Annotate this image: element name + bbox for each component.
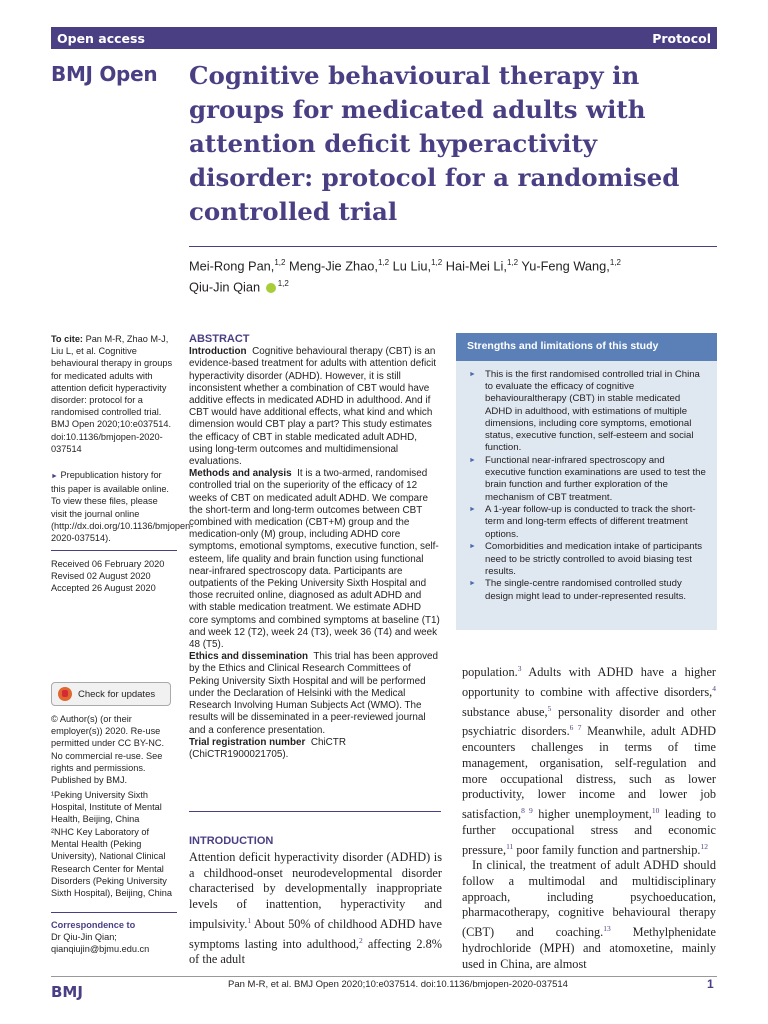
reference-link[interactable]: 3 — [517, 664, 522, 673]
author-name[interactable]: Hai-Mei Li, — [445, 258, 507, 274]
reference-link[interactable]: 1 — [247, 915, 252, 925]
email-link[interactable]: qianqiujin@bjmu.edu.cn — [51, 944, 150, 955]
affiliation-1: ¹Peking University Sixth Hospital, Institute of Mental Health, Beijing, China — [51, 790, 162, 825]
dates-block: Received 06 February 2020 Revised 02 August 2020 Accepted 26 August 2020 — [51, 559, 165, 594]
list-item: ► This is the first randomised controlled trial in China to evaluate the efficacy of cognitive behaviouraltherapy (CBT) in stable medicated ADHD in adulthood, with estimations of multiple dimensions, including core symptoms, emotional status, executive function, self-esteem and social function. — [469, 369, 707, 454]
crossmark-icon — [58, 687, 72, 701]
author-name[interactable]: Mei-Rong Pan, — [189, 258, 275, 274]
affiliation-2: ²NHC Key Laboratory of Mental Health (Peking University), National Clinical Research Center for Mental Disorders (Peking University Sixth Hospital), Beijing, China — [51, 827, 173, 899]
check-for-updates-button[interactable]: Check for updates — [51, 682, 171, 706]
footer-divider — [51, 976, 717, 977]
author-name[interactable]: Qiu-Jin Qian — [189, 279, 261, 295]
abstract-heading: ABSTRACT — [189, 333, 250, 345]
list-item: ► The single-centre randomised controlled study design might lead to under-represented results. — [469, 578, 707, 602]
reference-link[interactable]: 11 — [506, 841, 514, 851]
abstract: ABSTRACT Introduction Cognitive behavioural therapy (CBT) is an evidence-based treatment for adults with attention deficit hyperactivity disorder (ADHD). However, it is still inconsistent whether a combination of CBT would have additive effects in medicated ADHD in adulthood. And if CBT would have additional effects, what kind and which dimension would CBT play a part? This study estimates the efficacy of CBT in stable medicated adult ADHD, using long-term outcomes and multidimensional evaluations. Methods and analysis It is a two-armed, randomised controlled trial on the superiority of the efficacy of 12 weeks of CBT on medicated adult ADHD. We compare the short-term and long-term outcomes between CBT combined with medication (CBT+M) group and the medication-only (M) group, including ADHD core symptoms, emotional symptoms, executive function, self-esteem, life quality and brain function using functional near-infrared spectroscopy data. Participants are outpatients of the Peking University Sixth Hospital and those recruited online, diagnosed as adult ADHD and with stable medication treatment. We estimate ADHD core symptoms and combined symptoms at baseline (T1) and week 12 (T2), week 24 (T3), week 36 (T4) and week 48 (T5). Ethics and dissemination This trial has been approved by the Ethics and Clinical Research Committees of Peking University Sixth Hospital and will be performed under the Declaration of Helsinki with the Medical Research Involving Human Subjects Act (WMO). The results will be disseminated in a peer-reviewed journal and a conference presentation. Trial registration number ChiCTR (ChiCTR1900021705). — [189, 333, 440, 760]
strengths-list — [456, 361, 717, 603]
list-item: ► Functional near-infrared spectroscopy and executive function examinations are used to test the brain function and further exploration of the mechanism of CBT treatment. — [469, 455, 707, 504]
page-number: 1 — [707, 977, 714, 991]
list-item: ► A 1-year follow-up is conducted to track the short-term and long-term effects of different treatment options. — [469, 504, 707, 541]
correspondence-block: Correspondence to Dr Qiu-Jin Qian; qianqiujin@bjmu.edu.cn — [51, 919, 175, 956]
introduction-text: Attention deficit hyperactivity disorder (ADHD) is a childhood-onset neurodevelopmental disorder characterised by developmentally inappropriate levels of inattention, hyperactivity and impulsivity.$^1$ About 50% of childhood ADHD have symptoms lasting into adulthood,$^2$ affecting 2.8% of the adult — [189, 850, 443, 967]
reference-link[interactable]: 4 — [712, 683, 716, 693]
author-name[interactable]: Lu Liu, — [392, 258, 432, 274]
reference-link[interactable]: 10 — [651, 806, 660, 815]
abstract-divider — [189, 811, 441, 812]
list-item: ► Comorbidities and medication intake of participants need to be strictly controlled to avoid biasing test results. — [469, 541, 707, 578]
article-type-label: Protocol — [652, 30, 711, 46]
reference-link[interactable]: 5 — [547, 703, 552, 713]
open-access-label: Open access — [57, 30, 145, 46]
citation-block: To cite: Pan M-R, Zhao M-J, Liu L, et al. Cognitive behavioural therapy in groups for medicated adults with attention deficit hyperactivity disorder: protocol for a randomised controlled trial. BMJ Open 2020;10:e037514. doi:10.1136/bmjopen-2020-037514 — [51, 334, 173, 454]
title-divider — [189, 246, 717, 247]
copyright-note: © Author(s) (or their employer(s)) 2020. Re-use permitted under CC BY-NC. No commercial re-use. See rights and permissions. Published by BMJ. — [51, 714, 165, 786]
sidebar-divider — [51, 550, 177, 551]
footer-citation: Pan M-R, et al. BMJ Open 2020;10:e037514. doi:10.1136/bmjopen-2020-037514 — [228, 979, 568, 990]
introduction-heading: INTRODUCTION — [189, 835, 274, 847]
reference-link[interactable]: 6 7 — [569, 723, 582, 733]
orcid-icon[interactable] — [266, 283, 276, 293]
reference-link[interactable]: 13 — [603, 924, 611, 934]
body-text-right: population.$^3$ Adults with ADHD have a higher opportunity to combine with affective disorders,$^4$ substance abuse,$^5$ personality disorder and other psychiatric disorders.$^{6 7}$ Meanwhile, adult ADHD encounters challenges in terms of time management, organisation, self-regulation and more occupational distress, such as lower productivity, lower income and lower job satisfaction,$^{8 9}$ higher unemployment,$^{10}$ leading to further occupational stress and economic pressure,$^{11}$ poor family function and partnership.$^{12}$ In clinical, the treatment of adult ADHD should follow a multimodal and multidisciplinary approach, including psychoeducation, pharmacotherapy, cognitive behavioural therapy (CBT) and coaching.$^{13}$ Methylphenidate hydrochloride (MPH) and atomoxetine, mainly used in China, are almost — [462, 664, 716, 971]
sidebar-divider — [51, 912, 177, 913]
strengths-limitations-box — [456, 333, 717, 630]
bmj-logo[interactable]: BMJ — [51, 983, 83, 1001]
reference-link[interactable]: 12 — [700, 841, 708, 851]
author-name[interactable]: Yu-Feng Wang, — [521, 258, 610, 274]
author-name[interactable]: Meng-Jie Zhao, — [289, 258, 378, 274]
author-list: Mei-Rong Pan,$^{1,2}$ Meng-Jie Zhao,$^{1,2}$ Lu Liu,$^{1,2}$ Hai-Mei Li,$^{1,2}$ Yu-Feng Wang,$^{1,2}$ Qiu-Jin Qian $^{1,2}$ — [189, 258, 621, 295]
article-title: Cognitive behavioural therapy in groups for medicated adults with attention deficit hyperactivity disorder: protocol for a randomised controlled trial — [189, 61, 680, 226]
prepublication-note[interactable]: ► Prepublication history for this paper is available online. To view these files, please visit the journal online (http://dx.doi.org/10.1136/bmjopen-2020-037514). — [51, 470, 194, 544]
reference-link[interactable]: 8 9 — [521, 806, 533, 815]
reference-link[interactable]: 2 — [359, 935, 363, 945]
strengths-heading: Strengths and limitations of this study — [456, 333, 717, 361]
introduction-heading-wrap — [189, 835, 441, 848]
journal-logo[interactable]: BMJ Open — [51, 62, 158, 86]
header-bar — [51, 27, 717, 49]
arrow-icon: ► — [51, 473, 58, 480]
